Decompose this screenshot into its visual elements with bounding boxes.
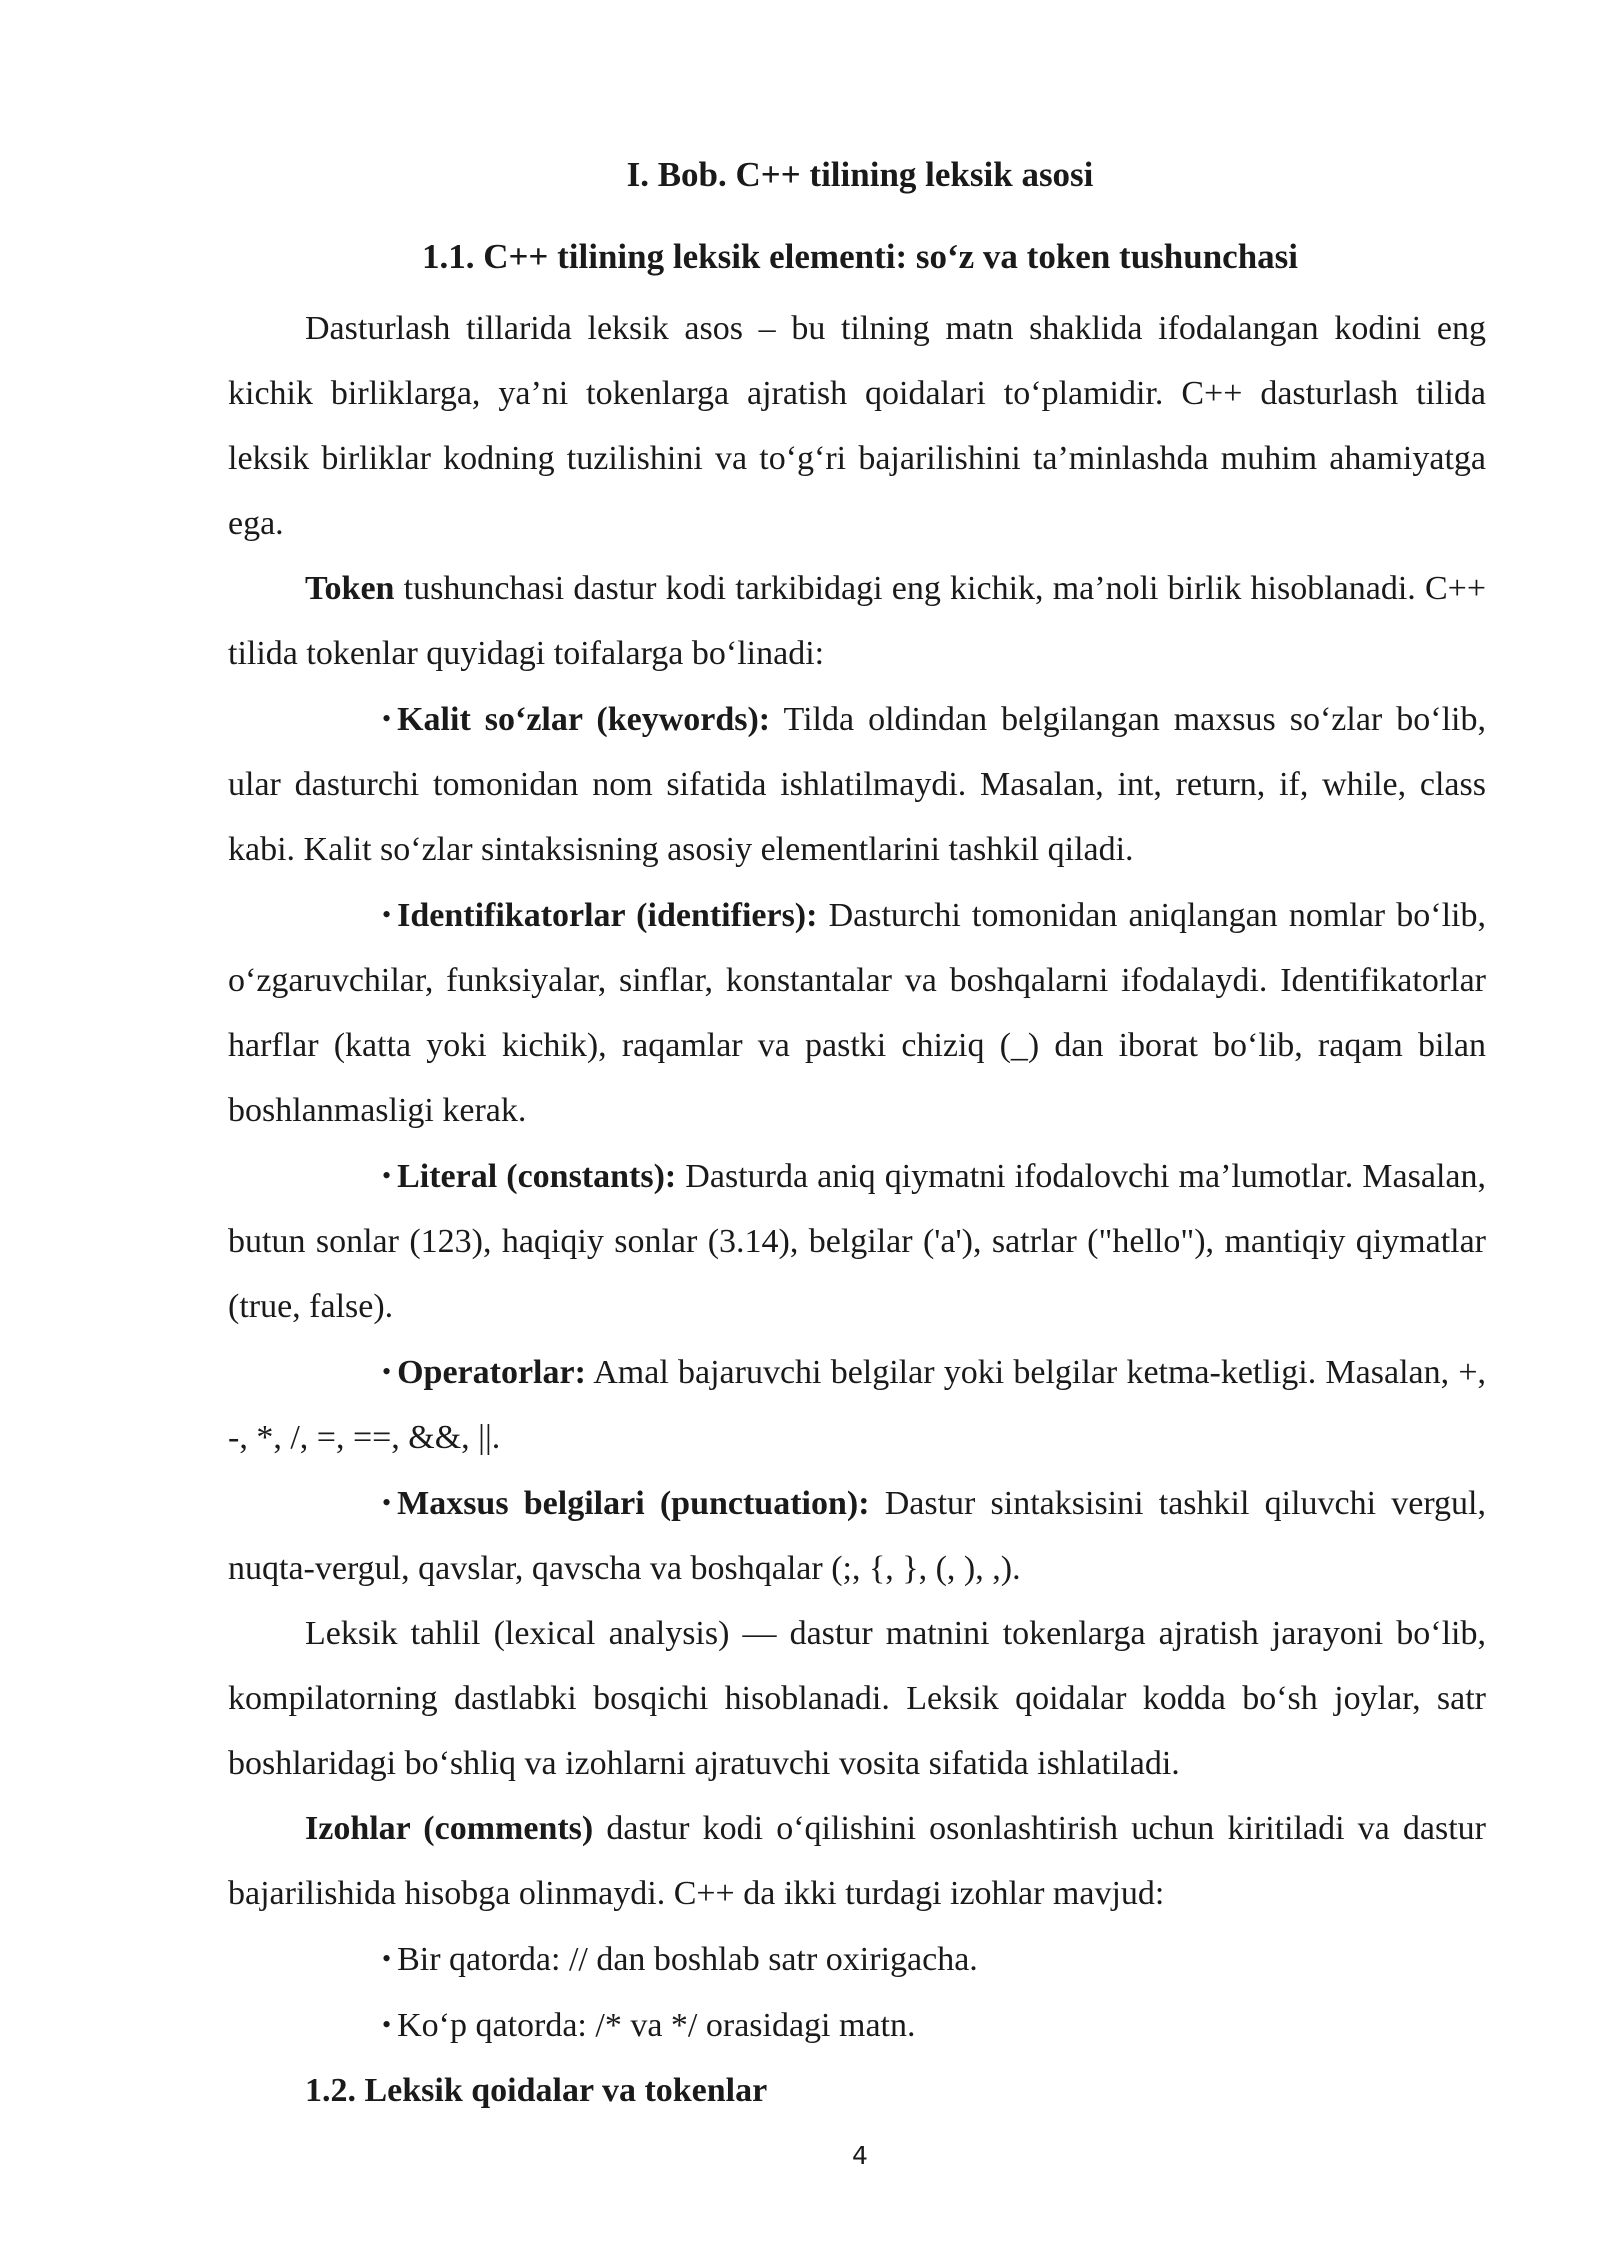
list-item-multi-line-comment [228,1992,1486,2058]
keywords-term: Kalit so‘zlar (keywords): [397,701,771,738]
comments-text: dastur kodi o‘qilishini osonlashtirish uchun kiritiladi va dastur bajarilishida hisobga olinmaydi. C++ da ikki turdagi izohlar mavjud: [228,1810,1487,1912]
bullet-icon: • [382,1357,392,1386]
comments-term: Izohlar (comments) [305,1810,594,1847]
operators-text: Amal bajaruvchi belgilar yoki belgilar ketma-ketligi. Masalan, +, -, *, /, =, ==, &&, ||. [228,1354,1486,1456]
token-term: Token [305,570,395,607]
list-item-keywords [228,686,1486,882]
bullet-icon: • [382,704,392,733]
operators-term: Operatorlar: [397,1354,586,1391]
list-item-single-line-comment [228,1926,1486,1992]
comments-paragraph [228,1796,1486,1926]
bullet-icon: • [382,1944,392,1973]
identifiers-term: Identifikatorlar (identifiers): [397,897,818,934]
bullet-icon: • [382,2010,392,2039]
token-text: tushunchasi dastur kodi tarkibidagi eng kichik, ma’noli birlik hisoblanadi. C++ tilida tokenlar quyidagi toifalarga bo‘linadi: [228,570,1486,672]
literal-text: Dasturda aniq qiymatni ifodalovchi ma’lumotlar. Masalan, butun sonlar (123), haqiqiy sonlar (3.14), belgilar ('a'), satrlar ("hello"), mantiqiy qiymatlar (true, false). [228,1158,1486,1325]
section-title: 1.1. C++ tilining leksik elementi: so‘z va token tushunchasi [421,237,1299,276]
list-item-identifiers [228,882,1486,1143]
punctuation-text: Dastur sintaksisini tashkil qiluvchi vergul, nuqta-vergul, qavslar, qavscha va boshqalar (;, {, }, (, ), ,). [228,1485,1486,1587]
list-item-literal [228,1143,1486,1339]
identifiers-text: Dasturchi tomonidan aniqlangan nomlar bo‘lib, o‘zgaruvchilar, funksiyalar, sinflar, konstantalar va boshqalarni ifodalaydi. Identifikatorlar harflar (katta yoki kichik), raqamlar va pastki chiziq (_) dan iborat bo‘lib, raqam bilan boshlanmasligi kerak. [228,897,1486,1129]
chapter-title: I. Bob. C++ tilining leksik asosi [626,155,1094,194]
keywords-text: Tilda oldindan belgilangan maxsus so‘zlar bo‘lib, ular dasturchi tomonidan nom sifatida ishlatilmaydi. Masalan, int, return, if, while, class kabi. Kalit so‘zlar sintaksisning asosiy elementlarini tashkil qiladi. [228,701,1486,868]
lexical-analysis-paragraph [228,1601,1486,1796]
literal-term: Literal (constants): [397,1158,677,1195]
single-line-text: Bir qatorda: // dan boshlab satr oxirigacha. [397,1941,978,1978]
punctuation-term: Maxsus belgilari (punctuation): [397,1485,870,1522]
list-item-punctuation [228,1470,1486,1601]
bullet-icon: • [382,900,392,929]
bullet-icon: • [382,1161,392,1190]
multi-line-text: Ko‘p qatorda: /* va */ orasidagi matn. [397,2007,916,2044]
lexical-analysis-text: Leksik tahlil (lexical analysis) — dastur matnini tokenlarga ajratish jarayoni bo‘lib, kompilatorning dastlabki bosqichi hisoblanadi. Leksik qoidalar kodda bo‘sh joylar, satr boshlaridagi bo‘shliq va izohlarni ajratuvchi vosita sifatida ishlatiladi. [228,1615,1486,1782]
page-number: 4 [852,2141,868,2170]
subsection-title: 1.2. Leksik qoidalar va tokenlar [305,2072,768,2109]
body-text [228,296,1486,2123]
bullet-icon: • [382,1488,392,1517]
token-paragraph [228,556,1486,686]
list-item-operators [228,1339,1486,1470]
intro-text: Dasturlash tillarida leksik asos – bu tilning matn shaklida ifodalangan kodini eng kichik birliklarga, ya’ni tokenlarga ajratish qoidalari to‘plamidir. C++ dasturlash tilida leksik birliklar kodning tuzilishini va to‘g‘ri bajarilishini ta’minlashda muhim ahamiyatga ega. [228,310,1486,542]
intro-paragraph [228,296,1486,556]
